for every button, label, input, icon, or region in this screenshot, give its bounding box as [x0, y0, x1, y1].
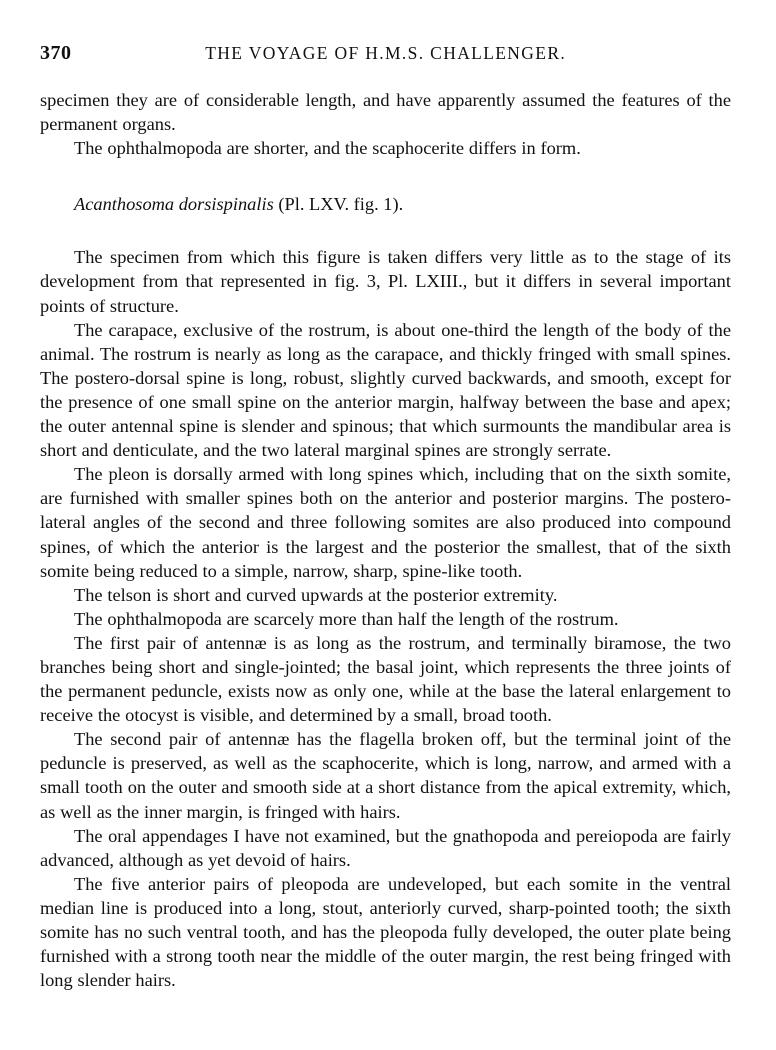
- paragraph-specimen-figure: The specimen from which this figure is taken differs very little as to the stage of its development from that represented in fig. 3, Pl. LXIII., but it differs in several important points of structure.: [40, 247, 731, 316]
- paragraph-continuation: specimen they are of considerable length, and have apparently assumed the features of the permanent organs.: [40, 90, 731, 135]
- species-name: Acanthosoma dorsispinalis: [74, 194, 274, 215]
- spacer-below-heading: [40, 216, 731, 245]
- paragraph-first-antennae: The first pair of antennæ is as long as the rostrum, and terminally biramose, the two branches being short and single-jointed; the basal joint, which represents the three joints of the permanent peduncle, exists now as only one, while at the base the lateral enlargement to receive the otocyst is visible, and determined by a small, broad tooth.: [40, 632, 731, 726]
- paragraph-oral-appendages: The oral appendages I have not examined, but the gnathopoda and pereiopoda are fairly advanced, although as yet devoid of hairs.: [40, 825, 731, 870]
- species-heading: [40, 192, 731, 216]
- paragraph-ophthalmopoda-shorter: The ophthalmopoda are shorter, and the scaphocerite differs in form.: [74, 138, 581, 159]
- running-head-title: THE VOYAGE OF H.M.S. CHALLENGER.: [205, 43, 567, 63]
- paragraph-telson: The telson is short and curved upwards at the posterior extremity.: [74, 584, 558, 605]
- paragraph-ophthalmopoda-half-length: The ophthalmopoda are scarcely more than half the length of the rostrum.: [74, 608, 619, 629]
- body-text-column: [40, 88, 731, 992]
- paragraph-pleopoda: The five anterior pairs of pleopoda are undeveloped, but each somite in the ventral median line is produced into a long, stout, anteriorly curved, sharp-pointed tooth; the sixth somite has no such ventral tooth, and has the pleopoda fully developed, the outer plate being furnished with a strong tooth near the middle of the outer margin, the rest being fringed with long slender hairs.: [40, 873, 731, 991]
- spacer-above-heading: [40, 160, 731, 192]
- paragraph-pleon: The pleon is dorsally armed with long spines which, including that on the sixth somite, are furnished with smaller spines both on the anterior and posterior margins. The postero-lateral angles of the second and three following somites are also produced into compound spines, of which the anterior is the largest and the posterior the smallest, that of the sixth somite being reduced to a simple, narrow, sharp, spine-like tooth.: [40, 464, 731, 581]
- page-header: [40, 41, 730, 65]
- page-number: 370: [40, 42, 72, 64]
- plate-reference: (Pl. LXV. fig. 1).: [278, 194, 404, 215]
- paragraph-second-antennae: The second pair of antennæ has the flagella broken off, but the terminal joint of the peduncle is preserved, as well as the scaphocerite, which is long, narrow, and armed with a small tooth on the outer and smooth side at a short distance from the apical extremity, which, as well as the inner margin, is fringed with hairs.: [40, 729, 731, 822]
- paragraph-carapace: The carapace, exclusive of the rostrum, is about one-third the length of the body of the animal. The rostrum is nearly as long as the carapace, and thickly fringed with small spines. The postero-dorsal spine is long, robust, slightly curved backwards, and smooth, except for the presence of one small spine on the anterior margin, halfway between the base and apex; the outer antennal spine is slender and spinous; that which surmounts the mandibular area is short and denticulate, and the two lateral marginal spines are strongly serrate.: [40, 319, 731, 461]
